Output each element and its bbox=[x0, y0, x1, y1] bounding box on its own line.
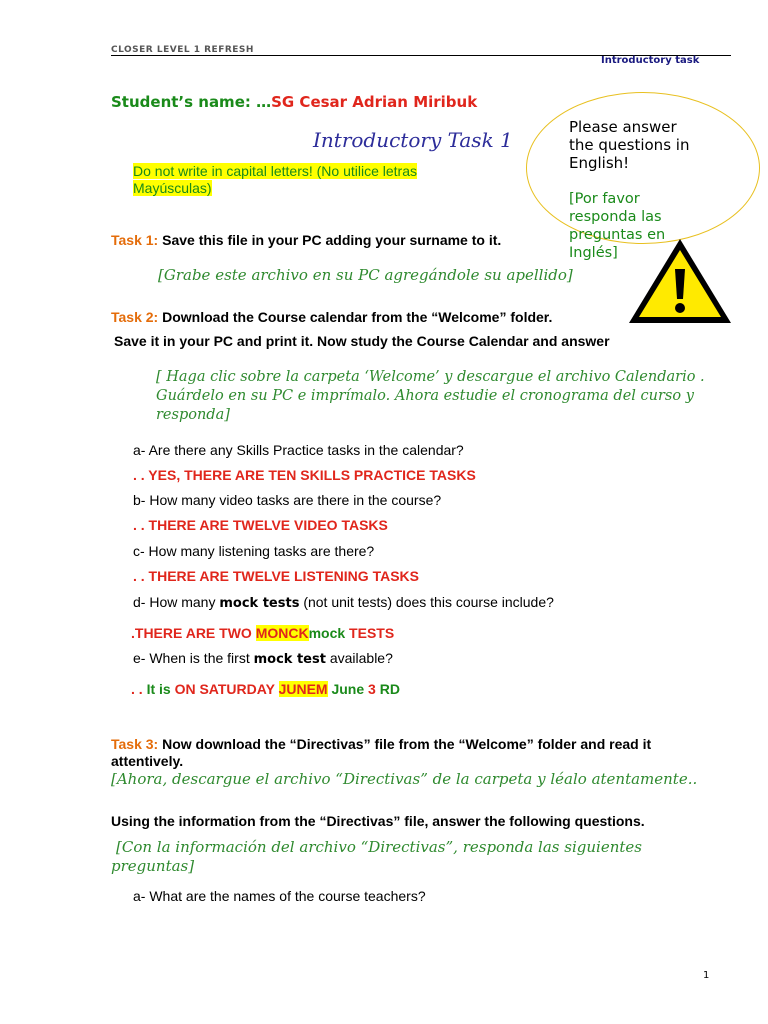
task1-line bbox=[111, 232, 501, 248]
task3-line bbox=[111, 736, 721, 770]
answer-e-green: RD bbox=[379, 681, 400, 697]
task3-question-a: a- What are the names of the course teachers? bbox=[133, 888, 426, 904]
bubble-es-line: [Por favor bbox=[569, 191, 640, 207]
task3-text-2: attentively. bbox=[111, 753, 184, 769]
question-e-pre: e- When is the first bbox=[133, 650, 254, 666]
question-d-bold: mock tests bbox=[219, 596, 300, 611]
task3-label: Task 3: bbox=[111, 736, 159, 752]
answer-e-highlight: JUNEM bbox=[278, 681, 328, 697]
answer-e-part: 3 bbox=[368, 681, 380, 697]
question-e bbox=[133, 650, 393, 667]
question-c: c- How many listening tasks are there? bbox=[133, 543, 375, 559]
answer-d-highlight: MONCK bbox=[255, 625, 309, 641]
bubble-en-line: English! bbox=[569, 154, 630, 172]
bubble-english-text bbox=[569, 118, 739, 172]
task2-label: Task 2: bbox=[111, 309, 159, 325]
task1-text: Save this file in your PC adding your surname to it. bbox=[162, 232, 502, 248]
answer-c[interactable]: . . THERE ARE TWELVE LISTENING TASKS bbox=[133, 568, 419, 584]
warning-triangle-icon bbox=[625, 235, 735, 331]
student-label: Student’s name: … bbox=[111, 93, 272, 111]
question-d bbox=[133, 594, 554, 611]
question-d-post: (not unit tests) does this course include? bbox=[299, 594, 554, 610]
question-b: b- How many video tasks are there in the course? bbox=[133, 492, 442, 508]
bubble-es-line: preguntas en bbox=[569, 227, 666, 243]
answer-e-part: ON SATURDAY bbox=[174, 681, 279, 697]
answer-d-green: mock bbox=[308, 625, 346, 641]
page-number: 1 bbox=[703, 970, 710, 981]
answer-e-green: June bbox=[327, 681, 369, 697]
page-title: Introductory Task 1 bbox=[313, 128, 513, 152]
task3-spanish-b-line: preguntas] bbox=[111, 857, 195, 875]
task2-text-2: Save it in your PC and print it. Now study the Course Calendar and answer bbox=[114, 333, 610, 349]
answer-e[interactable] bbox=[131, 681, 400, 697]
bubble-en-line: the questions in bbox=[569, 136, 690, 154]
warning-line-1: Do not write in capital letters! (No utilice letras bbox=[133, 163, 417, 179]
task3-spanish-b bbox=[111, 838, 642, 876]
answer-e-green: It is bbox=[146, 681, 175, 697]
warning-line-2: Mayúsculas) bbox=[133, 180, 212, 196]
task2-text: Download the Course calendar from the “Welcome” folder. bbox=[162, 309, 553, 325]
task2-spanish-line: [ Haga clic sobre la carpeta ‘Welcome’ y descargue el archivo Calendario . bbox=[156, 369, 705, 385]
task2-spanish-line: Guárdelo en su PC e imprímalo. Ahora estudie el cronograma del curso y bbox=[156, 388, 694, 404]
student-name-line bbox=[111, 93, 477, 111]
answer-d-part: TESTS bbox=[345, 625, 395, 641]
question-d-pre: d- How many bbox=[133, 594, 220, 610]
answer-d-part: .THERE ARE TWO bbox=[131, 625, 256, 641]
task3-text: Now download the “Directivas” file from the “Welcome” folder and read it bbox=[162, 736, 652, 752]
task1-spanish: [Grabe este archivo en su PC agregándole su apellido] bbox=[158, 266, 573, 284]
task2-line bbox=[111, 309, 552, 325]
bubble-es-line: Inglés] bbox=[569, 245, 618, 261]
task1-label: Task 1: bbox=[111, 232, 159, 248]
task3-spanish: [Ahora, descargue el archivo “Directivas” de la carpeta y léalo atentamente.. bbox=[111, 770, 698, 788]
answer-d[interactable] bbox=[131, 625, 394, 641]
header-left: CLOSER LEVEL 1 REFRESH bbox=[111, 45, 254, 55]
answer-a[interactable]: . . YES, THERE ARE TEN SKILLS PRACTICE TASKS bbox=[133, 467, 476, 483]
student-name: SG Cesar Adrian Miribuk bbox=[271, 93, 478, 111]
bubble-en-line: Please answer bbox=[569, 118, 677, 136]
header-right: Introductory task bbox=[601, 55, 700, 66]
task2-spanish-line: responda] bbox=[156, 407, 230, 423]
capital-letters-warning bbox=[133, 163, 417, 197]
task3-spanish-b-line: [Con la información del archivo “Directivas”, responda las siguientes bbox=[116, 838, 642, 856]
question-e-post: available? bbox=[325, 650, 393, 666]
question-a: a- Are there any Skills Practice tasks in the calendar? bbox=[133, 442, 464, 458]
task2-spanish bbox=[156, 368, 705, 425]
using-info-instruction: Using the information from the “Directivas” file, answer the following questions. bbox=[111, 813, 645, 829]
answer-e-part: . . bbox=[131, 681, 147, 697]
answer-b[interactable]: . . THERE ARE TWELVE VIDEO TASKS bbox=[133, 517, 388, 533]
question-e-bold: mock test bbox=[253, 652, 326, 667]
bubble-es-line: responda las bbox=[569, 209, 662, 225]
